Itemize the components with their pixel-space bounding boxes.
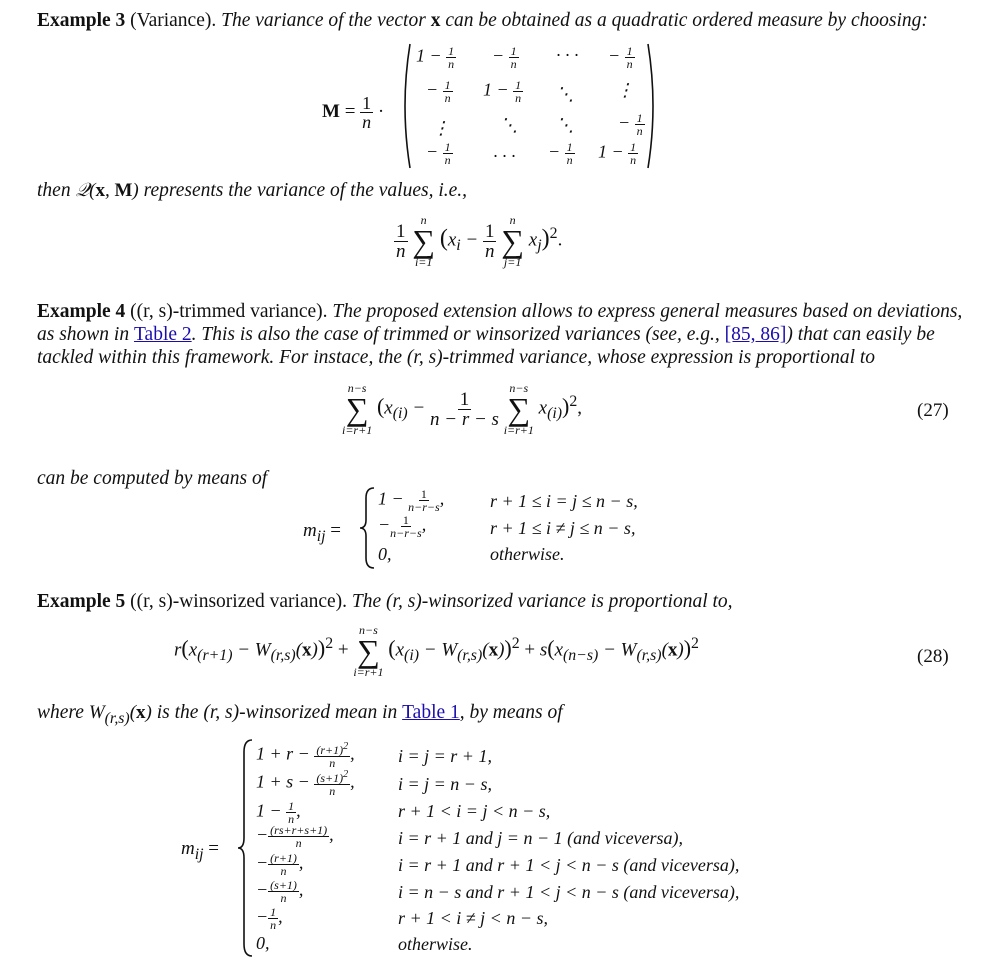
where-text: is the (r, s)-winsorized mean in — [156, 702, 398, 723]
example-4-text-2a: as shown in — [37, 324, 130, 345]
example-4-text-3: tackled within this framework. For instace, the (r, s)-trimmed variance, whose expression is proportional to — [37, 347, 876, 368]
example-4-line-3 — [37, 345, 875, 371]
example-4-text-2b: . This is also the case of trimmed or winsorized variances (see, e.g., — [191, 324, 720, 345]
example-3-label: Example 3 — [37, 10, 126, 31]
where-word: where — [37, 702, 84, 723]
table-2-link[interactable]: Table 2 — [133, 324, 192, 345]
example-3-text: The variance of the vector — [221, 10, 426, 31]
cond-5: i = r + 1 and r + 1 < j < n − s (and viceversa), — [398, 855, 740, 875]
cond-1: i = j = r + 1, — [398, 746, 492, 766]
example-3-title: (Variance). — [130, 10, 217, 31]
cond-7: r + 1 < i ≠ j < n − s, — [398, 908, 548, 928]
example-5-heading — [37, 589, 733, 615]
cond-6: i = n − s and r + 1 < j < n − s (and viceversa), — [398, 882, 740, 902]
equation-27: n−s ∑ i=r+1 ($x_{(i)}$ − $\frac{1}{n - r - s}$ n−s ∑ i=r+1 $x_{(i)})^2$, — [342, 381, 583, 437]
example-3-heading — [37, 8, 928, 34]
brace-trimmed — [358, 486, 378, 570]
example-4-title: ((r, s)-trimmed variance). — [130, 301, 328, 322]
where-text-2: , by means of — [459, 702, 563, 723]
cond-2: i = j = n − s, — [398, 774, 492, 794]
matrix-symbol: M — [322, 100, 340, 122]
equation-28: $r(x_{(r+1)} - W_{(r,s)}(x))^2$ + n−s ∑ i=r+1 $(x_{(i)} - W_{(r,s)}(x))^2 + s(x_{(n-s)} - W_{(r,s)}(x))^2$ — [174, 623, 699, 679]
then-line: then 𝒬(x, M) represents the variance of the values, i.e., — [37, 180, 468, 201]
mij-winsorized-lhs: $m_{ij}$ = — [181, 838, 219, 863]
variance-formula: $\frac{1}{n}$ n ∑ i=1 ($x_i$ − $\frac{1}{n}$ n ∑ j=1 $x_j)^2$. — [396, 213, 563, 269]
table-1-link[interactable]: Table 1 — [402, 702, 460, 723]
vector-x: x — [430, 10, 441, 31]
where-line: where $W_{(r,s)}(x)$ is the (r, s)-winsorized mean in Table 1, by means of — [37, 702, 563, 727]
example-4-text-2c: ) that can easily be — [786, 324, 935, 345]
cond-8: otherwise. — [398, 934, 473, 954]
equation-28-number: (28) — [917, 646, 949, 667]
equation-27-number: (27) — [917, 400, 949, 421]
citation-link[interactable]: [85, 86] — [724, 324, 787, 345]
cond-3: r + 1 < i = j < n − s, — [398, 801, 551, 821]
example-5-label: Example 5 — [37, 591, 126, 612]
cond-4: i = r + 1 and j = n − 1 (and viceversa), — [398, 828, 684, 848]
otherwise-trimmed: otherwise. — [490, 544, 565, 564]
example-5-text: The (r, s)-winsorized variance is proportional to, — [351, 591, 733, 612]
example-4-label: Example 4 — [37, 301, 126, 322]
computed-text: can be computed by means of — [37, 468, 268, 489]
example-3-text-2: can be obtained as a quadratic ordered measure by choosing: — [445, 10, 928, 31]
brace-winsorized — [236, 738, 256, 960]
mij-trimmed-lhs: $m_{ij}$ = — [303, 520, 341, 545]
then-text: represents the variance of the values, i.e., — [143, 180, 468, 201]
matrix-lhs: M = $\frac{1}{n}$ · — [322, 93, 385, 132]
example-4-text-1: The proposed extension allows to express general measures based on deviations, — [332, 301, 963, 322]
then-word: then — [37, 180, 71, 201]
example-5-title: ((r, s)-winsorized variance). — [130, 591, 348, 612]
